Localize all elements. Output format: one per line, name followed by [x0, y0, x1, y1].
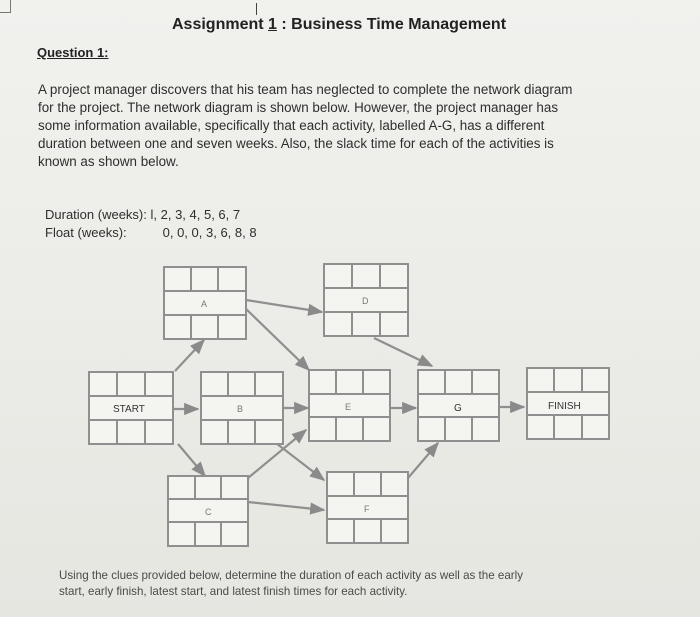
arrow-a-e — [243, 306, 309, 370]
assignment-title: Assignment 1 : Business Time Management — [172, 16, 507, 33]
node-b-label: B — [237, 404, 244, 414]
node-a-label: A — [201, 299, 208, 309]
instructions-footer — [59, 568, 659, 600]
arrow-d-g — [374, 338, 432, 366]
footer-line: Using the clues provided below, determine the duration of each activity as well as the early — [59, 569, 524, 582]
node-d-label: D — [362, 296, 369, 306]
footer-line: start, early finish, latest start, and latest finish times for each activity. — [59, 585, 408, 598]
paragraph-line: duration between one and seven weeks. Also, the slack time for each of the activities is — [38, 136, 554, 151]
float-label: Float (weeks): — [45, 225, 127, 240]
paragraph-line: some information available, specifically that each activity, labelled A-G, has a different — [38, 118, 545, 133]
duration-values: l, 2, 3, 4, 5, 6, 7 — [150, 207, 241, 222]
float-values: 0, 0, 0, 3, 6, 8, 8 — [162, 225, 257, 240]
arrow-a-d — [246, 300, 322, 312]
arrow-f-g — [408, 443, 438, 478]
arrow-c-f — [248, 502, 324, 510]
paragraph-line: for the project. The network diagram is shown below. However, the project manager has — [38, 100, 559, 115]
arrow-start-c — [178, 444, 205, 476]
node-finish-label: FINISH — [548, 401, 581, 412]
node-e-label: E — [345, 402, 352, 412]
duration-label: Duration (weeks): — [45, 207, 147, 222]
arrow-start-a — [175, 340, 204, 371]
node-start-label: START — [113, 404, 145, 415]
arrow-b-f — [272, 440, 324, 480]
node-g-label: G — [454, 403, 462, 414]
node-c-label: C — [205, 507, 212, 517]
node-f-label: F — [364, 504, 370, 514]
question-label: Question 1: — [37, 45, 109, 60]
paragraph-line: known as shown below. — [38, 154, 179, 169]
paragraph-line: A project manager discovers that his team has neglected to complete the network diagram — [38, 82, 573, 97]
